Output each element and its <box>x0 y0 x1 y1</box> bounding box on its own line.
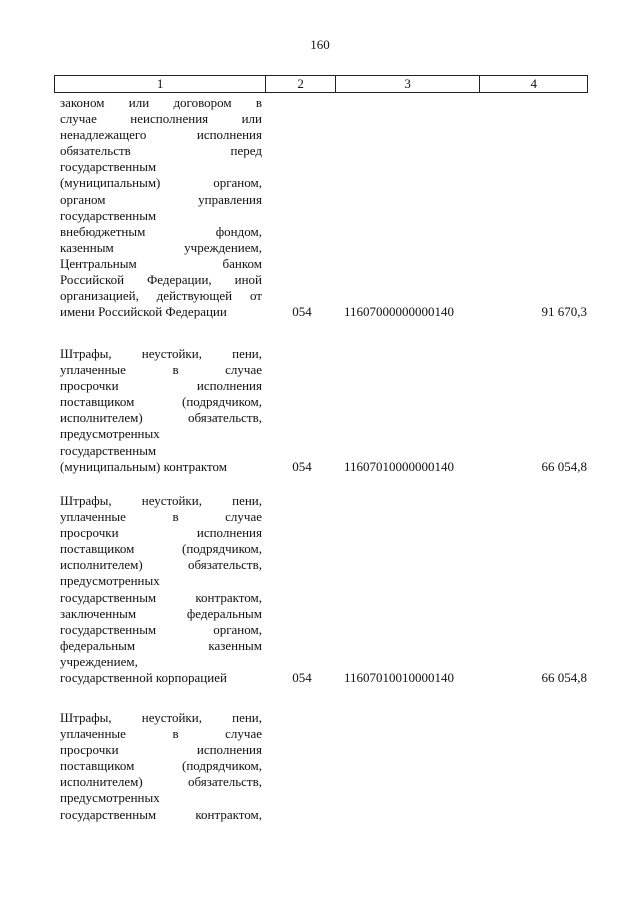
description-line: Штрафы, неустойки, пени, <box>60 346 262 361</box>
description-line: Российской Федерации, иной <box>60 272 262 288</box>
description-line: ненадлежащего исполнения <box>60 127 262 143</box>
description-line: исполнителем) обязательств, <box>60 410 262 426</box>
description-line: случае неисполнения или <box>60 111 262 127</box>
amount-value: 66 054,8 <box>541 670 587 686</box>
description-line: уплаченные в случае <box>60 509 262 525</box>
description-line: поставщиком (подрядчиком, <box>60 541 262 557</box>
description-line: Центральным банком <box>60 255 262 271</box>
description-line: предусмотренных <box>60 573 160 589</box>
header-col-1: 1 <box>55 76 266 92</box>
row-description <box>60 95 262 320</box>
description-line: исполнителем) обязательств, <box>60 774 262 790</box>
description-line: заключенным федеральным <box>60 605 262 621</box>
description-line: законом или договором в <box>60 95 262 110</box>
description-line: государственным органом, <box>60 621 262 637</box>
description-line: (муниципальным) органом, <box>60 175 262 191</box>
description-line: организацией, действующей от <box>60 288 262 304</box>
description-line: казенным учреждением, <box>60 239 262 255</box>
description-line: имени Российской Федерации <box>60 304 227 320</box>
header-col-3: 3 <box>336 76 480 92</box>
description-line: учреждением, <box>60 653 138 669</box>
row-description <box>60 710 262 823</box>
description-line: уплаченные в случае <box>60 362 262 378</box>
description-line: просрочки исполнения <box>60 525 262 541</box>
description-line: предусмотренных <box>60 790 160 806</box>
admin-code: 054 <box>292 458 312 474</box>
description-line: предусмотренных <box>60 426 160 442</box>
description-line: Штрафы, неустойки, пени, <box>60 493 262 508</box>
description-line: просрочки исполнения <box>60 742 262 758</box>
row-description <box>60 346 262 475</box>
description-line: поставщиком (подрядчиком, <box>60 394 262 410</box>
description-line: уплаченные в случае <box>60 726 262 742</box>
header-col-4: 4 <box>530 76 537 91</box>
description-line: государственным <box>60 442 157 458</box>
amount-value: 91 670,3 <box>541 304 587 320</box>
description-line: Штрафы, неустойки, пени, <box>60 710 262 725</box>
header-col-2: 2 <box>266 76 336 92</box>
description-line: внебюджетным фондом, <box>60 223 262 239</box>
row-description <box>60 493 262 686</box>
description-line: просрочки исполнения <box>60 378 262 394</box>
admin-code: 054 <box>292 304 312 320</box>
budget-classification-code: 11607010010000140 <box>344 670 455 686</box>
description-line: поставщиком (подрядчиком, <box>60 758 262 774</box>
admin-code: 054 <box>292 670 312 686</box>
description-line: органом управления <box>60 191 262 207</box>
amount-value: 66 054,8 <box>541 458 587 474</box>
description-line: государственным контрактом, <box>60 589 262 605</box>
budget-classification-code: 11607010000000140 <box>344 458 455 474</box>
description-line: исполнителем) обязательств, <box>60 557 262 573</box>
description-line: государственным <box>60 207 157 223</box>
table-header <box>54 75 588 93</box>
description-line: обязательств перед <box>60 143 262 159</box>
description-line: государственной корпорацией <box>60 670 227 686</box>
description-line: федеральным казенным <box>60 637 262 653</box>
description-line: (муниципальным) контрактом <box>60 458 227 474</box>
description-line: государственным контрактом, <box>60 806 262 822</box>
budget-classification-code: 11607000000000140 <box>344 304 455 320</box>
description-line: государственным <box>60 159 157 175</box>
page-number: 160 <box>310 37 330 52</box>
